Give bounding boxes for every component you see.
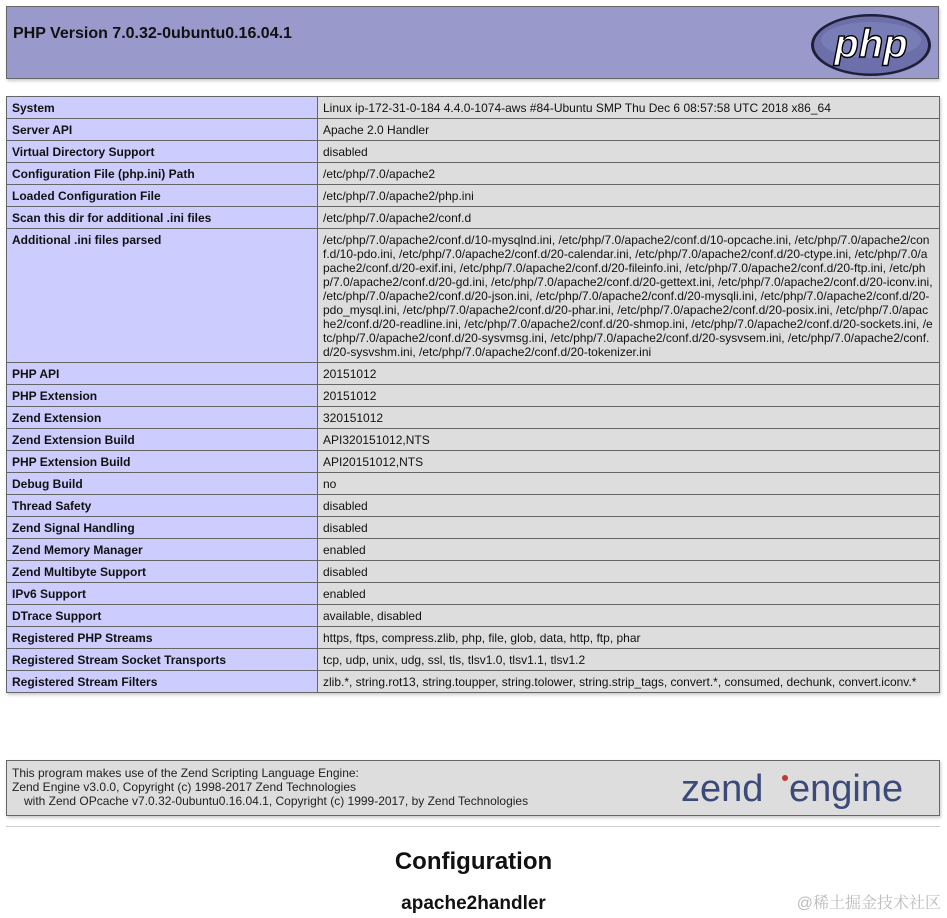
row-value: /etc/php/7.0/apache2/conf.d/10-mysqlnd.ini, /etc/php/7.0/apache2/conf.d/10-opcache.ini, /etc/php/7.0/apache2/conf.d/10-pdo.ini, /etc/php/7.0/apache2/conf.d/20-calendar.ini, /etc/php/7.0/apache2/conf.d/20-ctype.ini, /etc/php/7.0/apache2/conf.d/20-exif.ini, /etc/php/7.0/apache2/conf.d/20-fileinfo.ini, /etc/php/7.0/apache2/conf.d/20-ftp.ini, /etc/php/7.0/apache2/conf.d/20-gd.ini, /etc/php/7.0/apache2/conf.d/20-gettext.ini, /etc/php/7.0/apache2/conf.d/20-iconv.ini, /etc/php/7.0/apache2/conf.d/20-json.ini, /etc/php/7.0/apache2/conf.d/20-mysqli.ini, /etc/php/7.0/apache2/conf.d/20-pdo_mysql.ini, /etc/php/7.0/apache2/conf.d/20-phar.ini, /etc/php/7.0/apache2/conf.d/20-posix.ini, /etc/php/7.0/apache2/conf.d/20-readline.ini, /etc/php/7.0/apache2/conf.d/20-shmop.ini, /etc/php/7.0/apache2/conf.d/20-sockets.ini, /etc/php/7.0/apache2/conf.d/20-sysvmsg.ini, /etc/php/7.0/apache2/conf.d/20-sysvsem.ini, /etc/php/7.0/apache2/conf.d/20-sysvshm.ini, /etc/php/7.0/apache2/conf.d/20-tokenizer.ini [318, 229, 940, 363]
row-label: Debug Build [7, 473, 318, 495]
table-row [7, 451, 940, 473]
configuration-heading: Configuration [394, 848, 553, 875]
table-row [7, 119, 940, 141]
table-row [7, 363, 940, 385]
row-label: Configuration File (php.ini) Path [7, 163, 318, 185]
row-label: DTrace Support [7, 605, 318, 627]
table-row [7, 583, 940, 605]
table-row [7, 97, 940, 119]
row-value: Linux ip-172-31-0-184 4.4.0-1074-aws #84-Ubuntu SMP Thu Dec 6 08:57:58 UTC 2018 x86_64 [318, 97, 940, 119]
table-row [7, 141, 940, 163]
table-row [7, 385, 940, 407]
zend-logo-word: zend [681, 768, 764, 810]
page-title: PHP Version 7.0.32-0ubuntu0.16.04.1 [13, 25, 292, 42]
row-value: enabled [318, 583, 940, 605]
zend-line-2: Zend Engine v3.0.0, Copyright (c) 1998-2017 Zend Technologies [12, 780, 356, 794]
watermark-text: @稀土掘金技术社区 [796, 895, 941, 912]
row-value: https, ftps, compress.zlib, php, file, glob, data, http, ftp, phar [318, 627, 940, 649]
row-value: 20151012 [318, 385, 940, 407]
row-label: PHP API [7, 363, 318, 385]
row-value: disabled [318, 517, 940, 539]
row-label: Registered Stream Socket Transports [7, 649, 318, 671]
row-label: Registered Stream Filters [7, 671, 318, 693]
zend-line-1: This program makes use of the Zend Scripting Language Engine: [12, 766, 359, 780]
zend-engine-box [6, 760, 940, 816]
php-logo [810, 13, 932, 77]
row-value: API20151012,NTS [318, 451, 940, 473]
table-row [7, 229, 940, 363]
row-value: disabled [318, 141, 940, 163]
row-value: 20151012 [318, 363, 940, 385]
table-row [7, 561, 940, 583]
row-label: System [7, 97, 318, 119]
row-value: tcp, udp, unix, udg, ssl, tls, tlsv1.0, tlsv1.1, tlsv1.2 [318, 649, 940, 671]
php-logo-text: php [834, 22, 908, 66]
table-row [7, 539, 940, 561]
zend-engine-text [12, 766, 528, 808]
row-value: available, disabled [318, 605, 940, 627]
row-value: disabled [318, 495, 940, 517]
table-row [7, 429, 940, 451]
row-value: /etc/php/7.0/apache2/php.ini [318, 185, 940, 207]
version-header [6, 6, 939, 79]
table-row [7, 473, 940, 495]
row-label: PHP Extension [7, 385, 318, 407]
table-row [7, 207, 940, 229]
table-row [7, 627, 940, 649]
row-value: /etc/php/7.0/apache2/conf.d [318, 207, 940, 229]
row-label: Loaded Configuration File [7, 185, 318, 207]
row-label: Additional .ini files parsed [7, 229, 318, 363]
row-value: 320151012 [318, 407, 940, 429]
section-divider [6, 826, 940, 827]
engine-logo-word: engine [789, 768, 904, 810]
row-value: disabled [318, 561, 940, 583]
table-row [7, 517, 940, 539]
row-label: Thread Safety [7, 495, 318, 517]
row-label: Server API [7, 119, 318, 141]
row-label: Zend Extension Build [7, 429, 318, 451]
row-label: Registered PHP Streams [7, 627, 318, 649]
table-row [7, 185, 940, 207]
zend-line-3: with Zend OPcache v7.0.32-0ubuntu0.16.04.1, Copyright (c) 1999-2017, by Zend Technologies [24, 794, 529, 808]
system-info-table [6, 96, 940, 693]
row-value: API320151012,NTS [318, 429, 940, 451]
row-label: PHP Extension Build [7, 451, 318, 473]
table-row [7, 407, 940, 429]
zend-engine-logo [681, 765, 933, 813]
row-label: IPv6 Support [7, 583, 318, 605]
zend-logo-dot [782, 775, 788, 781]
table-row [7, 671, 940, 693]
row-label: Scan this dir for additional .ini files [7, 207, 318, 229]
row-value: /etc/php/7.0/apache2 [318, 163, 940, 185]
row-value: enabled [318, 539, 940, 561]
row-value: Apache 2.0 Handler [318, 119, 940, 141]
table-row [7, 649, 940, 671]
row-value: no [318, 473, 940, 495]
table-row [7, 495, 940, 517]
row-label: Zend Memory Manager [7, 539, 318, 561]
row-value: zlib.*, string.rot13, string.toupper, string.tolower, string.strip_tags, convert.*, consumed, dechunk, convert.iconv.* [318, 671, 940, 693]
table-row [7, 163, 940, 185]
apache2handler-heading: apache2handler [401, 893, 546, 914]
row-label: Zend Multibyte Support [7, 561, 318, 583]
row-label: Virtual Directory Support [7, 141, 318, 163]
row-label: Zend Extension [7, 407, 318, 429]
table-row [7, 605, 940, 627]
row-label: Zend Signal Handling [7, 517, 318, 539]
